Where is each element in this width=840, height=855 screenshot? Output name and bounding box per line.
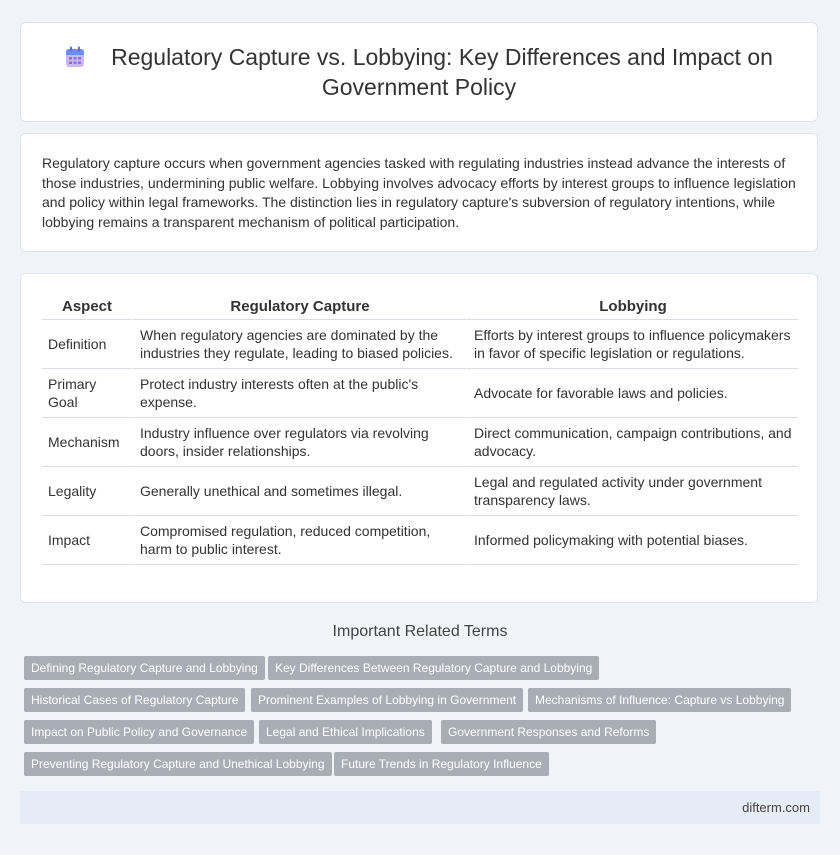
row-regulatory-capture: Industry influence over regulators via revolving doors, insider relationships.	[132, 418, 466, 467]
row-regulatory-capture: When regulatory agencies are dominated by the industries they regulate, leading to biased policies.	[132, 320, 466, 369]
footer	[20, 791, 820, 824]
page-title: Regulatory Capture vs. Lobbying: Key Differences and Impact on Government Policy	[111, 44, 773, 100]
related-term-tag[interactable]: Impact on Public Policy and Governance	[24, 720, 254, 744]
row-regulatory-capture: Protect industry interests often at the public's expense.	[132, 369, 466, 418]
header-regulatory-capture: Regulatory Capture	[132, 294, 466, 320]
intro-card	[20, 133, 818, 252]
related-term-tag[interactable]: Preventing Regulatory Capture and Unethical Lobbying	[24, 752, 332, 776]
related-term-tag[interactable]: Mechanisms of Influence: Capture vs Lobbying	[528, 688, 791, 712]
header-lobbying: Lobbying	[466, 294, 798, 320]
related-term-tag[interactable]: Prominent Examples of Lobbying in Government	[251, 688, 523, 712]
table-row	[42, 467, 798, 516]
table-row	[42, 516, 798, 565]
row-aspect: Legality	[42, 467, 132, 516]
table-row	[42, 320, 798, 369]
row-lobbying: Informed policymaking with potential biases.	[466, 516, 798, 565]
related-term-tag[interactable]: Legal and Ethical Implications	[259, 720, 432, 744]
row-regulatory-capture: Compromised regulation, reduced competition, harm to public interest.	[132, 516, 466, 565]
page-title-wrap	[61, 42, 777, 102]
header-card	[20, 22, 818, 122]
calendar-icon	[65, 46, 85, 68]
footer-site-link[interactable]: difterm.com	[742, 800, 810, 815]
intro-text: Regulatory capture occurs when government agencies tasked with regulating industries instead advance the interests of those industries, undermining public welfare. Lobbying involves advocacy efforts by interest groups to influence legislation and policy within legal frameworks. The distinction lies in regulatory capture's subversion of regulatory intentions, while lobbying remains a transparent mechanism of political participation.	[42, 155, 796, 230]
related-term-tag[interactable]: Defining Regulatory Capture and Lobbying	[24, 656, 265, 680]
table-row	[42, 418, 798, 467]
related-terms-title: Important Related Terms	[332, 623, 508, 640]
row-lobbying: Legal and regulated activity under government transparency laws.	[466, 467, 798, 516]
row-lobbying: Advocate for favorable laws and policies.	[466, 369, 798, 418]
table-header-row	[42, 294, 798, 320]
row-lobbying: Direct communication, campaign contributions, and advocacy.	[466, 418, 798, 467]
row-aspect: Impact	[42, 516, 132, 565]
related-term-tag[interactable]: Future Trends in Regulatory Influence	[334, 752, 549, 776]
related-term-tag[interactable]: Government Responses and Reforms	[441, 720, 656, 744]
header-aspect: Aspect	[42, 294, 132, 320]
row-regulatory-capture: Generally unethical and sometimes illegal.	[132, 467, 466, 516]
related-term-tag[interactable]: Key Differences Between Regulatory Capture and Lobbying	[268, 656, 599, 680]
comparison-table-card	[20, 273, 818, 603]
row-aspect: Mechanism	[42, 418, 132, 467]
related-term-tag[interactable]: Historical Cases of Regulatory Capture	[24, 688, 245, 712]
row-lobbying: Efforts by interest groups to influence policymakers in favor of specific legislation or regulations.	[466, 320, 798, 369]
comparison-table	[42, 294, 798, 565]
row-aspect: Primary Goal	[42, 369, 132, 418]
row-aspect: Definition	[42, 320, 132, 369]
table-row	[42, 369, 798, 418]
